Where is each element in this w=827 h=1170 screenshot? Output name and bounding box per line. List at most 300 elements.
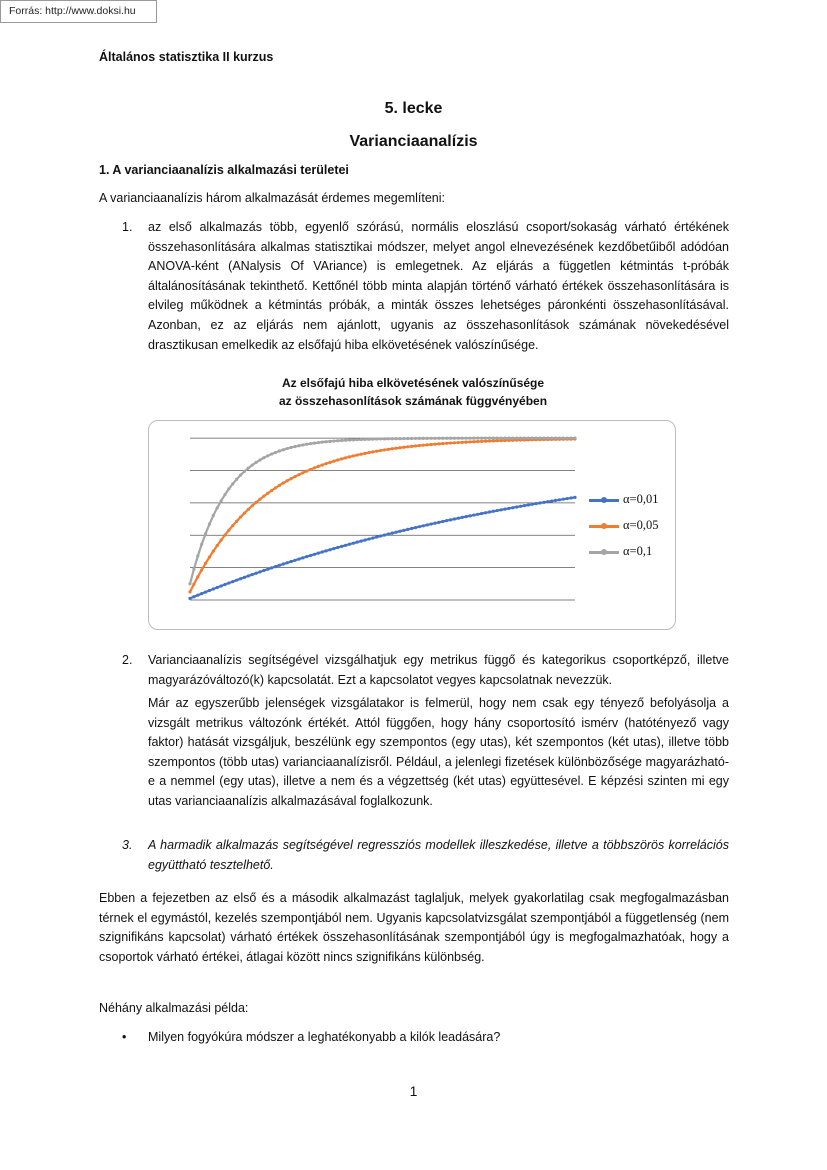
data-point <box>251 464 254 467</box>
data-point <box>239 577 242 580</box>
data-point <box>231 580 234 583</box>
data-point <box>262 456 265 459</box>
data-point <box>538 501 541 504</box>
data-point <box>480 437 483 440</box>
data-point <box>492 439 495 442</box>
data-point <box>297 444 300 447</box>
data-point <box>375 450 378 453</box>
data-point <box>515 505 518 508</box>
data-point <box>262 495 265 498</box>
data-point <box>231 524 234 527</box>
data-point <box>371 438 374 441</box>
data-point <box>472 437 475 440</box>
data-point <box>391 437 394 440</box>
data-point <box>235 520 238 523</box>
data-point <box>247 574 250 577</box>
data-point <box>433 522 436 525</box>
data-point <box>325 549 328 552</box>
data-point <box>239 474 242 477</box>
legend-marker-icon <box>601 497 607 503</box>
data-point <box>332 439 335 442</box>
data-point <box>321 463 324 466</box>
lesson-title: Varianciaanalízis <box>349 133 478 150</box>
data-point <box>500 437 503 440</box>
item-number-2: 2. <box>122 653 133 667</box>
data-point <box>220 539 223 542</box>
data-point <box>398 437 401 440</box>
data-point <box>484 437 487 440</box>
data-point <box>449 441 452 444</box>
data-point <box>235 579 238 582</box>
data-point <box>301 443 304 446</box>
data-point <box>387 437 390 440</box>
data-point <box>208 523 211 526</box>
data-point <box>535 437 538 440</box>
data-point <box>437 437 440 440</box>
data-point <box>492 510 495 513</box>
data-point <box>223 533 226 536</box>
data-point <box>286 447 289 450</box>
data-point <box>270 452 273 455</box>
data-point <box>371 536 374 539</box>
data-point <box>445 442 448 445</box>
data-point <box>426 443 429 446</box>
data-point <box>340 457 343 460</box>
data-point <box>247 508 250 511</box>
data-point <box>398 530 401 533</box>
data-point <box>200 592 203 595</box>
data-point <box>519 437 522 440</box>
data-point <box>430 437 433 440</box>
data-point <box>293 559 296 562</box>
data-point <box>418 444 421 447</box>
data-point <box>227 487 230 490</box>
data-point <box>406 528 409 531</box>
data-point <box>480 440 483 443</box>
data-point <box>562 437 565 440</box>
data-point <box>274 565 277 568</box>
chart-container <box>148 420 676 630</box>
section-heading: 1. A varianciaanalízis alkalmazási területei <box>99 163 349 177</box>
data-point <box>305 555 308 558</box>
data-point <box>465 441 468 444</box>
item-number-1: 1. <box>122 220 133 234</box>
series-line <box>190 497 575 598</box>
data-point <box>387 533 390 536</box>
data-point <box>503 508 506 511</box>
data-point <box>192 568 195 571</box>
data-point <box>325 440 328 443</box>
data-point <box>328 440 331 443</box>
data-point <box>433 443 436 446</box>
data-point <box>188 597 191 600</box>
data-point <box>258 498 261 501</box>
data-point <box>313 442 316 445</box>
data-point <box>301 471 304 474</box>
data-point <box>441 442 444 445</box>
data-point <box>488 437 491 440</box>
data-point <box>297 557 300 560</box>
data-point <box>457 517 460 520</box>
data-point <box>332 547 335 550</box>
data-point <box>363 438 366 441</box>
data-point <box>410 445 413 448</box>
data-point <box>570 437 573 440</box>
data-point <box>414 444 417 447</box>
data-point <box>507 437 510 440</box>
data-point <box>336 546 339 549</box>
data-point <box>546 500 549 503</box>
data-point <box>523 437 526 440</box>
data-point <box>402 446 405 449</box>
data-point <box>290 560 293 563</box>
chart-title-line-1: Az elsőfajú hiba elkövetésének valószínűsége <box>281 376 545 390</box>
data-point <box>542 501 545 504</box>
data-point <box>317 465 320 468</box>
data-point <box>305 443 308 446</box>
data-point <box>266 454 269 457</box>
data-point <box>278 484 281 487</box>
data-point <box>531 503 534 506</box>
data-point <box>375 437 378 440</box>
data-point <box>395 531 398 534</box>
data-point <box>538 437 541 440</box>
data-point <box>422 524 425 527</box>
data-point <box>274 486 277 489</box>
data-point <box>546 437 549 440</box>
data-point <box>430 443 433 446</box>
data-point <box>243 576 246 579</box>
data-point <box>301 556 304 559</box>
data-point <box>313 466 316 469</box>
data-point <box>356 453 359 456</box>
data-point <box>566 437 569 440</box>
data-point <box>192 595 195 598</box>
data-point <box>278 449 281 452</box>
data-point <box>243 512 246 515</box>
data-point <box>344 456 347 459</box>
data-point <box>356 438 359 441</box>
data-point <box>204 590 207 593</box>
data-point <box>383 533 386 536</box>
course-title: Általános statisztika II kurzus <box>99 50 274 64</box>
data-point <box>352 438 355 441</box>
data-point <box>550 437 553 440</box>
data-point <box>465 437 468 440</box>
data-point <box>360 540 363 543</box>
data-point <box>573 437 576 440</box>
data-point <box>266 568 269 571</box>
data-point <box>527 503 530 506</box>
data-point <box>445 437 448 440</box>
item-number-3: 3. <box>122 838 133 852</box>
data-point <box>453 437 456 440</box>
data-point <box>356 541 359 544</box>
data-point <box>371 450 374 453</box>
data-point <box>379 437 382 440</box>
data-point <box>430 522 433 525</box>
data-point <box>367 451 370 454</box>
data-point <box>336 439 339 442</box>
data-point <box>484 440 487 443</box>
data-point <box>251 573 254 576</box>
source-label: Forrás: http://www.doksi.hu <box>0 0 157 23</box>
data-point <box>554 437 557 440</box>
data-point <box>309 442 312 445</box>
data-point <box>406 437 409 440</box>
chart-title <box>148 374 678 410</box>
data-point <box>200 543 203 546</box>
data-point <box>216 506 219 509</box>
data-point <box>293 445 296 448</box>
data-point <box>422 437 425 440</box>
data-point <box>220 499 223 502</box>
data-point <box>196 594 199 597</box>
data-point <box>457 441 460 444</box>
data-point <box>251 504 254 507</box>
data-point <box>204 532 207 535</box>
data-point <box>216 586 219 589</box>
data-point <box>406 445 409 448</box>
data-point <box>235 478 238 481</box>
data-point <box>441 520 444 523</box>
data-point <box>398 446 401 449</box>
data-point <box>282 448 285 451</box>
data-point <box>375 535 378 538</box>
data-point <box>507 507 510 510</box>
data-point <box>500 508 503 511</box>
examples-intro: Néhány alkalmazási példa: <box>99 1001 249 1015</box>
data-point <box>449 518 452 521</box>
data-point <box>216 544 219 547</box>
lesson-number: 5. lecke <box>384 100 443 117</box>
data-point <box>476 437 479 440</box>
data-point <box>325 462 328 465</box>
data-point <box>476 440 479 443</box>
data-point <box>461 516 464 519</box>
data-point <box>468 437 471 440</box>
data-point <box>433 437 436 440</box>
data-point <box>363 452 366 455</box>
data-point <box>488 439 491 442</box>
data-point <box>457 437 460 440</box>
data-point <box>204 562 207 565</box>
data-point <box>321 441 324 444</box>
chart-title-line-2: az összehasonlítások számának függvényében <box>278 394 548 408</box>
data-point <box>476 513 479 516</box>
data-point <box>274 451 277 454</box>
data-point <box>270 566 273 569</box>
data-point <box>465 515 468 518</box>
data-point <box>317 552 320 555</box>
data-point <box>379 534 382 537</box>
data-point <box>212 550 215 553</box>
data-point <box>223 493 226 496</box>
data-point <box>550 499 553 502</box>
data-point <box>227 581 230 584</box>
data-point <box>255 501 258 504</box>
data-point <box>290 477 293 480</box>
data-point <box>566 497 569 500</box>
bullet-icon: • <box>122 1030 127 1044</box>
data-point <box>212 514 215 517</box>
item-text-2-continued: Már az egyszerűbb jelenségek vizsgálatakor is felmerül, hogy nem csak egy tényező befolyásolja a vizsgált metrikus változónk értékét. Attól függően, hogy hány csoportosító ismérv (hatótényező vagy faktor) hatását vizsgáljuk, beszélünk egy szempontos (egy utas), két szempontos (két utas), illetve több szempontos (több utas) varianciaanalízisről. Például, a jelenlegi fizetések különbözősége magyarázható-e a nemmel (egy utas), illetve a nem és a végzettség (két utas) együttesével. E képzési szinten mi egy utas varianciaanalízis alkalmazásával foglalkozunk. <box>148 696 729 808</box>
data-point <box>348 455 351 458</box>
data-point <box>200 568 203 571</box>
data-point <box>453 517 456 520</box>
data-point <box>418 437 421 440</box>
data-point <box>441 437 444 440</box>
data-point <box>461 441 464 444</box>
data-point <box>336 458 339 461</box>
data-point <box>503 437 506 440</box>
data-point <box>192 583 195 586</box>
data-point <box>360 438 363 441</box>
data-point <box>395 447 398 450</box>
data-point <box>468 514 471 517</box>
data-point <box>422 444 425 447</box>
data-point <box>328 548 331 551</box>
data-point <box>212 587 215 590</box>
data-point <box>266 492 269 495</box>
data-point <box>293 475 296 478</box>
data-point <box>426 523 429 526</box>
data-point <box>480 512 483 515</box>
data-point <box>196 555 199 558</box>
data-point <box>402 437 405 440</box>
data-point <box>227 529 230 532</box>
data-point <box>488 510 491 513</box>
data-point <box>360 453 363 456</box>
data-point <box>387 448 390 451</box>
data-point <box>332 460 335 463</box>
data-point <box>519 505 522 508</box>
data-point <box>410 437 413 440</box>
data-point <box>313 553 316 556</box>
series-2 <box>188 437 576 593</box>
data-point <box>188 590 191 593</box>
data-point <box>531 437 534 440</box>
data-point <box>317 441 320 444</box>
data-point <box>496 509 499 512</box>
data-point <box>414 526 417 529</box>
data-point <box>239 515 242 518</box>
data-point <box>391 447 394 450</box>
data-point <box>247 467 250 470</box>
data-point <box>255 461 258 464</box>
data-point <box>535 502 538 505</box>
data-point <box>496 437 499 440</box>
item-text-2: Varianciaanalízis segítségével vizsgálhatjuk egy metrikus függő és kategorikus csoportképző, illetve magyarázóváltozó(k) kapcsolatát. Ezt a kapcsolatot vegyes kapcsolatnak nevezzük. <box>148 653 729 687</box>
data-point <box>437 521 440 524</box>
data-point <box>188 582 191 585</box>
data-point <box>461 437 464 440</box>
page-number: 1 <box>409 1083 418 1099</box>
data-point <box>472 513 475 516</box>
data-point <box>367 438 370 441</box>
data-point <box>231 482 234 485</box>
data-point <box>558 437 561 440</box>
intro-paragraph: A varianciaanalízis három alkalmazását érdemes megemlíteni: <box>99 191 445 205</box>
legend-marker-icon <box>601 549 607 555</box>
data-point <box>445 519 448 522</box>
data-point <box>278 564 281 567</box>
data-point <box>523 504 526 507</box>
data-point <box>208 556 211 559</box>
data-point <box>449 437 452 440</box>
data-point <box>348 438 351 441</box>
item-text-3: A harmadik alkalmazás segítségével regressziós modellek illeszkedése, illetve a többszörös korrelációs együttható tesztelhető. <box>148 838 729 872</box>
data-point <box>558 498 561 501</box>
item-text-1: az első alkalmazás több, egyenlő szórású, normális eloszlású csoport/sokaság várható értékének összehasonlítására alkalmas statisztikai módszer, melyet angol elnevezésének kezdőbetűiből adódóan ANOVA-ként (ANalysis Of VAriance) is emlegetnek. Az eljárás a független kétmintás t-próbák általánosításának tekinthető. Kettőnél több minta alapján történő várható értékek összehasonlítására is elvileg működnek a kétmintás próbák, a minták összes lehetséges páronkénti összehasonlításával. Azonban, ez az eljárás nem ajánlott, ugyanis az összehasonlítások számának növekedésével drasztikusan emelkedik az elsőfajú hiba elkövetésének valószínűsége. <box>148 220 729 352</box>
data-point <box>340 439 343 442</box>
data-point <box>262 569 265 572</box>
data-point <box>286 479 289 482</box>
list-item: Milyen fogyókúra módszer a leghatékonyabb a kilók leadására? <box>148 1030 501 1044</box>
legend-marker-icon <box>601 523 607 529</box>
legend-label: α=0,1 <box>623 544 653 558</box>
data-point <box>383 448 386 451</box>
data-point <box>196 575 199 578</box>
data-point <box>426 437 429 440</box>
data-point <box>453 441 456 444</box>
data-point <box>344 544 347 547</box>
data-point <box>472 440 475 443</box>
data-point <box>286 561 289 564</box>
data-point <box>220 584 223 587</box>
data-point <box>410 527 413 530</box>
data-point <box>255 572 258 575</box>
data-point <box>562 498 565 501</box>
data-point <box>348 543 351 546</box>
data-point <box>243 470 246 473</box>
data-point <box>379 449 382 452</box>
data-point <box>527 437 530 440</box>
data-point <box>309 554 312 557</box>
data-point <box>223 583 226 586</box>
data-point <box>515 437 518 440</box>
data-point <box>258 570 261 573</box>
data-point <box>511 437 514 440</box>
series-line <box>190 439 575 592</box>
data-point <box>328 461 331 464</box>
data-point <box>492 437 495 440</box>
data-point <box>437 442 440 445</box>
data-point <box>402 529 405 532</box>
data-point <box>208 589 211 592</box>
data-point <box>290 446 293 449</box>
data-point <box>542 437 545 440</box>
data-point <box>383 437 386 440</box>
data-point <box>352 454 355 457</box>
data-point <box>258 458 261 461</box>
data-point <box>484 511 487 514</box>
data-point <box>554 499 557 502</box>
data-point <box>321 550 324 553</box>
data-point <box>570 496 573 499</box>
data-point <box>418 525 421 528</box>
data-point <box>282 562 285 565</box>
data-point <box>414 437 417 440</box>
closing-paragraph: Ebben a fejezetben az első és a második alkalmazást taglaljuk, melyek gyakorlatilag csak megfogalmazásban térnek el egymástól, kezelés szempontjából nem. Ugyanis kapcsolatvizsgálat szempontjából a függetlenség (nem szignifikáns kapcsolat) várható értékek összehasonlításának szempontjából úgy is megfogalmazhatóak, hogy a csoportok várható értékei, átlagai között nincs szignifikáns különbség. <box>99 891 729 964</box>
data-point <box>344 439 347 442</box>
data-point <box>340 545 343 548</box>
data-point <box>309 468 312 471</box>
data-point <box>282 481 285 484</box>
data-point <box>270 489 273 492</box>
data-point <box>367 537 370 540</box>
data-point <box>511 506 514 509</box>
